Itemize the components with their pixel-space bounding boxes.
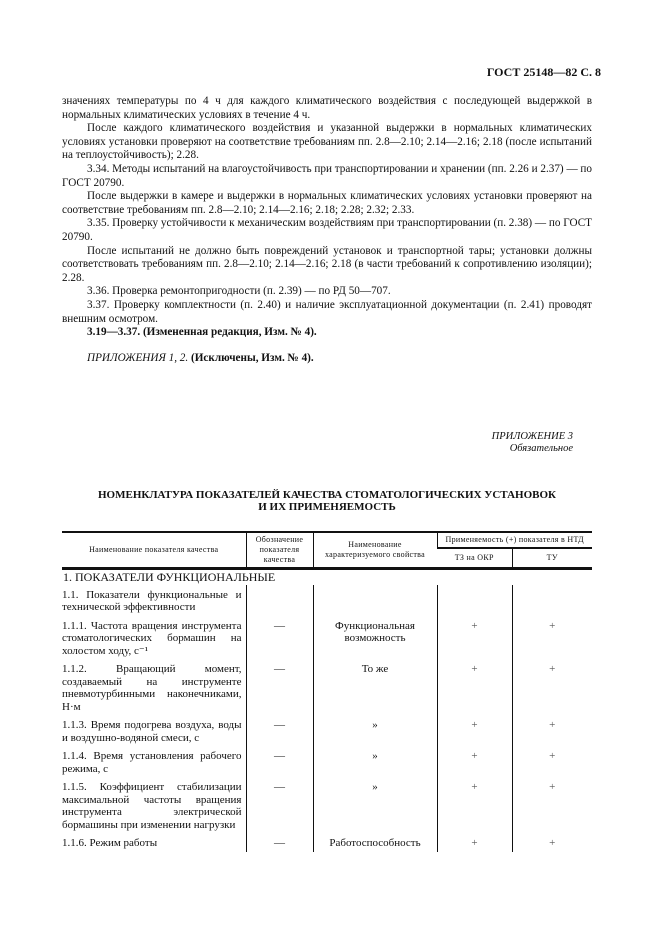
page-header: ГОСТ 25148—82 С. 8 xyxy=(486,65,601,79)
table-title xyxy=(62,489,592,513)
paragraph: 3.35. Проверку устойчивости к механическим воздействиям при транспортировании (п. 2.38) — по ГОСТ 20790. xyxy=(62,217,592,243)
cell-name: 1.1. Показатели функциональные и технической эффективности xyxy=(62,588,242,613)
annex-status: Обязательное xyxy=(509,443,573,454)
cell-name: 1.1.6. Режим работы xyxy=(62,837,158,849)
paragraph: 3.36. Проверка ремонтопригодности (п. 2.39) — по РД 50—707. xyxy=(87,285,391,298)
table-row xyxy=(62,616,592,660)
cell-tu: + xyxy=(512,833,592,852)
col-header-code: Обозначение показателя качества xyxy=(246,532,313,569)
col-header-tz: ТЗ на ОКР xyxy=(437,548,512,569)
cell-code: — xyxy=(246,746,313,777)
col-header-applicability: Применяемость (+) показателя в НТД xyxy=(437,532,592,548)
cell-name: 1.1.1. Частота вращения инструмента стоматологических бормашин на холостом ходу, с⁻¹ xyxy=(62,619,242,657)
table-row xyxy=(62,585,592,616)
cell-tu xyxy=(512,585,592,616)
table-row xyxy=(62,715,592,746)
body-text xyxy=(62,95,592,365)
cell-tz: + xyxy=(437,616,512,660)
table-row xyxy=(62,777,592,833)
cell-tz xyxy=(437,585,512,616)
cell-name: 1.1.3. Время подогрева воздуха, воды и воздушно-водяной смеси, с xyxy=(62,719,242,744)
cell-tu: + xyxy=(512,659,592,715)
cell-property: » xyxy=(313,715,437,746)
cell-name: 1.1.4. Время установления рабочего режима, с xyxy=(62,750,242,775)
annex-label xyxy=(492,431,573,455)
annex-number: ПРИЛОЖЕНИЕ 3 xyxy=(491,431,573,442)
paragraph: 3.34. Методы испытаний на влагоустойчивость при транспортировании и хранении (пп. 2.26 и 2.37) — по ГОСТ 20790. xyxy=(62,162,593,189)
cell-name: 1.1.5. Коэффициент стабилизации максимальной частоты вращения инструмента электрической бормашины при изменении нагрузки xyxy=(62,781,242,831)
paragraph: 3.37. Проверку комплектности (п. 2.40) и наличие эксплуатационной документации (п. 2.41) проводят внешним осмотром. xyxy=(62,298,592,325)
cell-code: — xyxy=(246,659,313,715)
cell-tu: + xyxy=(512,777,592,833)
cell-code: — xyxy=(246,777,313,833)
cell-property: Работоспособность xyxy=(313,833,437,852)
cell-code: — xyxy=(246,715,313,746)
cell-code: — xyxy=(246,833,313,852)
cell-tz: + xyxy=(437,777,512,833)
cell-property: То же xyxy=(313,659,437,715)
cell-code: — xyxy=(246,616,313,660)
title-line: НОМЕНКЛАТУРА ПОКАЗАТЕЛЕЙ КАЧЕСТВА СТОМАТОЛОГИЧЕСКИХ УСТАНОВОК xyxy=(97,489,556,501)
paragraph: После испытаний не должно быть повреждений установок и транспортной тары; установки должны соответствовать требованиям пп. 2.8—2.10; 2.14—2.16; 2.18 (в части требований к сопротивлению изоляции); 2.28. xyxy=(62,244,592,284)
table-row xyxy=(62,833,592,852)
table-row xyxy=(62,659,592,715)
cell-tu: + xyxy=(512,746,592,777)
cell-property: » xyxy=(313,777,437,833)
cell-property: Функциональная возможность xyxy=(313,616,437,660)
cell-tu: + xyxy=(512,715,592,746)
section-row: 1. ПОКАЗАТЕЛИ ФУНКЦИОНАЛЬНЫЕ xyxy=(63,570,276,584)
cell-tu: + xyxy=(512,616,592,660)
col-header-name: Наименование показателя качества xyxy=(62,532,246,569)
cell-tz: + xyxy=(437,746,512,777)
cell-tz: + xyxy=(437,715,512,746)
cell-property xyxy=(313,585,437,616)
amendment-note: 3.19—3.37. (Измененная редакция, Изм. № 4). xyxy=(87,326,317,339)
table-row xyxy=(62,746,592,777)
col-header-property: Наименование характеризуемого свойства xyxy=(313,532,437,569)
cell-tz: + xyxy=(437,833,512,852)
annex-exclusion-note: (Исключены, Изм. № 4). xyxy=(191,351,314,364)
cell-name: 1.1.2. Вращающий момент, создаваемый на инструменте пневмотурбинными наконечниками, Н·м xyxy=(62,663,242,713)
cell-property: » xyxy=(313,746,437,777)
cell-tz: + xyxy=(437,659,512,715)
quality-indicators-table xyxy=(62,531,592,852)
title-line: И ИХ ПРИМЕНЯЕМОСТЬ xyxy=(258,501,396,513)
annex-exclusion xyxy=(62,352,592,366)
cell-code xyxy=(246,585,313,616)
annex-exclusion-label: ПРИЛОЖЕНИЯ 1, 2. xyxy=(87,351,189,364)
col-header-tu: ТУ xyxy=(512,548,592,569)
paragraph: значениях температуры по 4 ч для каждого климатического воздействия с последующей выдержкой в нормальных климатических условиях в течение 4 ч. xyxy=(62,95,592,121)
paragraph: После выдержки в камере и выдержки в нормальных климатических условиях установки проверяют на соответствие требованиям пп. 2.8—2.10; 2.14—2.16; 2.18; 2.28; 2.32; 2.33. xyxy=(62,190,592,216)
paragraph: После каждого климатического воздействия и указанной выдержки в нормальных климатических условиях установки проверяют на соответствие требованиям пп. 2.8—2.10; 2.14—2.16; 2.18 (после испытаний на теплоустойчивость); 2.28. xyxy=(62,122,592,162)
